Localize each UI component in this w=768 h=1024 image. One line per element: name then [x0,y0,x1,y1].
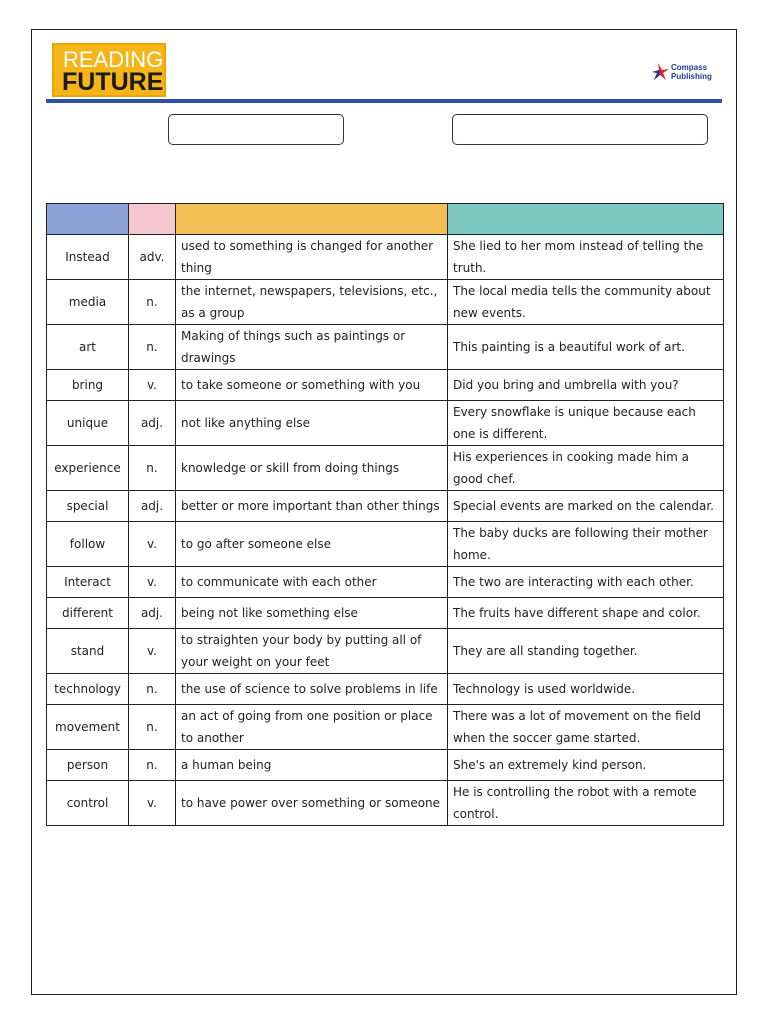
example-cell: His experiences in cooking made him a good chef. [448,446,724,491]
word-cell: unique [47,401,129,446]
example-cell: She lied to her mom instead of telling the truth. [448,235,724,280]
publisher-name [671,63,712,81]
table-row [47,598,724,629]
word-cell: person [47,750,129,781]
definition-cell: to take someone or something with you [176,370,448,401]
table-row [47,491,724,522]
example-cell: Every snowflake is unique because each one is different. [448,401,724,446]
definition-cell: the internet, newspapers, televisions, etc., as a group [176,280,448,325]
word-cell: experience [47,446,129,491]
compass-star-icon [650,62,670,82]
name-field[interactable] [168,114,344,145]
pos-cell: n. [129,446,176,491]
pos-cell: v. [129,370,176,401]
table-row [47,235,724,280]
header-word [47,204,129,235]
definition-cell: to go after someone else [176,522,448,567]
publisher-line-2: Publishing [671,72,712,81]
definition-cell: Making of things such as paintings or drawings [176,325,448,370]
example-cell: The fruits have different shape and color. [448,598,724,629]
definition-cell: better or more important than other things [176,491,448,522]
definition-cell: to straighten your body by putting all of your weight on your feet [176,629,448,674]
word-cell: media [47,280,129,325]
definition-cell: not like anything else [176,401,448,446]
pos-cell: v. [129,781,176,826]
word-cell: Instead [47,235,129,280]
table-row [47,280,724,325]
vocabulary-table [46,203,724,826]
logo-line-1: READING [63,47,164,72]
table-row [47,705,724,750]
word-cell: movement [47,705,129,750]
definition-cell: being not like something else [176,598,448,629]
publisher-line-1: Compass [671,63,708,72]
example-cell: He is controlling the robot with a remote control. [448,781,724,826]
pos-cell: v. [129,567,176,598]
pos-cell: n. [129,674,176,705]
example-cell: The baby ducks are following their mother home. [448,522,724,567]
table-row [47,325,724,370]
pos-cell: adj. [129,598,176,629]
pos-cell: n. [129,280,176,325]
word-cell: follow [47,522,129,567]
definition-cell: the use of science to solve problems in life [176,674,448,705]
example-cell: Special events are marked on the calendar. [448,491,724,522]
header-part-of-speech [129,204,176,235]
reading-future-logo [52,43,166,97]
definition-cell: an act of going from one position or place to another [176,705,448,750]
example-cell: There was a lot of movement on the field when the soccer game started. [448,705,724,750]
table-row [47,522,724,567]
example-cell: The local media tells the community about new events. [448,280,724,325]
example-cell: She's an extremely kind person. [448,750,724,781]
table-row [47,750,724,781]
pos-cell: adj. [129,491,176,522]
word-cell: different [47,598,129,629]
pos-cell: n. [129,705,176,750]
pos-cell: v. [129,522,176,567]
example-cell: This painting is a beautiful work of art. [448,325,724,370]
pos-cell: n. [129,325,176,370]
logo-line-2: FUTURE [62,68,164,96]
word-cell: technology [47,674,129,705]
table-row [47,446,724,491]
table-row [47,567,724,598]
header-rule [46,99,722,103]
table-header-row [47,204,724,235]
table-row [47,370,724,401]
word-cell: special [47,491,129,522]
date-field[interactable] [452,114,708,145]
definition-cell: a human being [176,750,448,781]
word-cell: control [47,781,129,826]
definition-cell: to have power over something or someone [176,781,448,826]
definition-cell: used to something is changed for another thing [176,235,448,280]
definition-cell: knowledge or skill from doing things [176,446,448,491]
pos-cell: v. [129,629,176,674]
word-cell: bring [47,370,129,401]
example-cell: They are all standing together. [448,629,724,674]
example-cell: The two are interacting with each other. [448,567,724,598]
word-cell: stand [47,629,129,674]
header-definition [176,204,448,235]
word-cell: Interact [47,567,129,598]
table-row [47,674,724,705]
pos-cell: n. [129,750,176,781]
publisher-logo [650,60,720,84]
pos-cell: adj. [129,401,176,446]
word-cell: art [47,325,129,370]
table-row [47,629,724,674]
table-row [47,781,724,826]
table-row [47,401,724,446]
header-example [448,204,724,235]
definition-cell: to communicate with each other [176,567,448,598]
example-cell: Did you bring and umbrella with you? [448,370,724,401]
pos-cell: adv. [129,235,176,280]
example-cell: Technology is used worldwide. [448,674,724,705]
